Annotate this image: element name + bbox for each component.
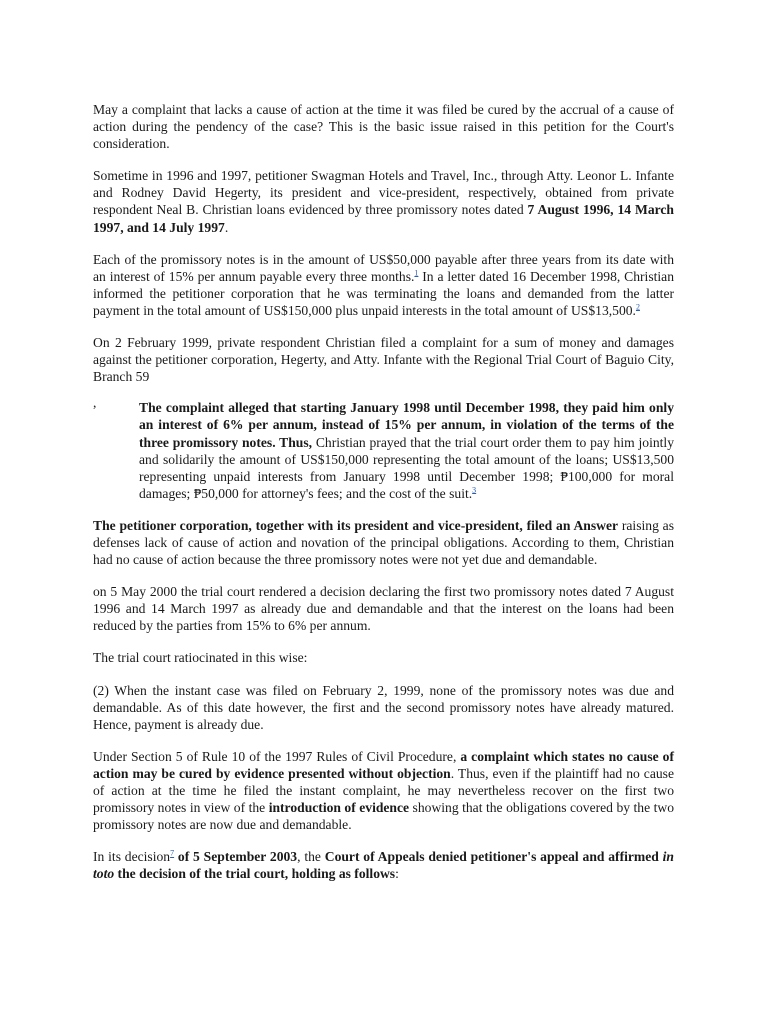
paragraph-rule-10: Under Section 5 of Rule 10 of the 1997 Rules of Civil Procedure, a complaint which states no cause of action may be cured by evidence presented without objection. Thus, even if the plaintiff had no cause of action at the time he filed the instant complaint, he may nevertheless recover on the first two promissory notes in view of the introduction of evidence showing that the obligations covered by the two promissory notes are now due and demandable. [93,748,675,833]
stray-comma: , [93,395,97,411]
paragraph-court-of-appeals: In its decision$^7$ of 5 September 2003, the Court of Appeals denied petitioner's appeal and affirmed in toto the decision of the trial court, holding as follows: [93,848,674,882]
footnote-link-1[interactable]: 1 [414,268,419,278]
paragraph-promissory-notes: Each of the promissory notes is in the amount of US$50,000 payable after three years from its date with an interest of 15% per annum payable every three months.$^1$ In a letter dated 16 December 1998, Christian informed the petitioner corporation that he was terminating the loans and demanded from the latter payment in the total amount of US$150,000 plus unpaid interests in the total amount of US$13,500.$^2$ [93,251,674,318]
footnote-2[interactable] [636,302,640,311]
promissory-note-dates: 7 August 1996, 14 March 1997, and 14 July 1997 [93,202,674,235]
document-body [93,101,674,897]
footnote-link-2[interactable]: 2 [635,302,640,312]
quote-complaint [93,395,674,502]
paragraph-ratiocination-intro: The trial court ratiocinated in this wise: [93,650,308,666]
paragraph-ratiocination: (2) When the instant case was filed on February 2, 1999, none of the promissory notes was due and demandable. As of this date however, the first and the second promissory notes have already matured. Hence, payment is already due. [93,682,674,732]
footnote-link-7[interactable]: 7 [170,848,175,858]
paragraph-answer: The petitioner corporation, together with its president and vice-president, filed an Answer raising as defenses lack of cause of action and novation of the principal obligations. According to them, Christian had no cause of action because the three promissory notes were not yet due and demandable. [93,517,674,568]
paragraph-issue: May a complaint that lacks a cause of action at the time it was filed be cured by the accrual of a cause of action during the pendency of the case? This is the basic issue raised in this petition for the Court's consideration. [93,102,674,152]
footnote-link-3[interactable]: 3 [472,485,477,495]
paragraph-complaint-allegation: The complaint alleged that starting January 1998 until December 1998, they paid him only an interest of 6% per annum, instead of 15% per annum, in violation of the terms of the three promissory notes. Thus, Christian prayed that the trial court order them to pay him jointly and solidarily the amount of US$150,000 representing the total amount of the loans; US$13,500 representing unpaid interests from January 1998 until December 1998; ₱100,000 for moral damages; ₱50,000 for attorney's fees; and the cost of the suit.$^3$ [139,400,674,501]
paragraph-complaint-filed: On 2 February 1999, private respondent Christian filed a complaint for a sum of money and damages against the petitioner corporation, Hegerty, and Atty. Infante with the Regional Trial Court of Baguio City, Branch 59 [93,335,674,385]
paragraph-background: Sometime in 1996 and 1997, petitioner Swagman Hotels and Travel, Inc., through Atty. Leonor L. Infante and Rodney David Hegerty, its president and vice-president, respectively, obtained from private respondent Neal B. Christian loans evidenced by three promissory notes dated 7 August 1996, 14 March 1997, and 14 July 1997. [93,168,674,235]
footnote-3[interactable] [472,485,476,494]
paragraph-trial-decision: on 5 May 2000 the trial court rendered a decision declaring the first two promissory notes dated 7 August 1996 and 14 March 1997 as already due and demandable and that the interest on the loans had been reduced by the parties from 15% to 6% per annum. [93,584,674,634]
